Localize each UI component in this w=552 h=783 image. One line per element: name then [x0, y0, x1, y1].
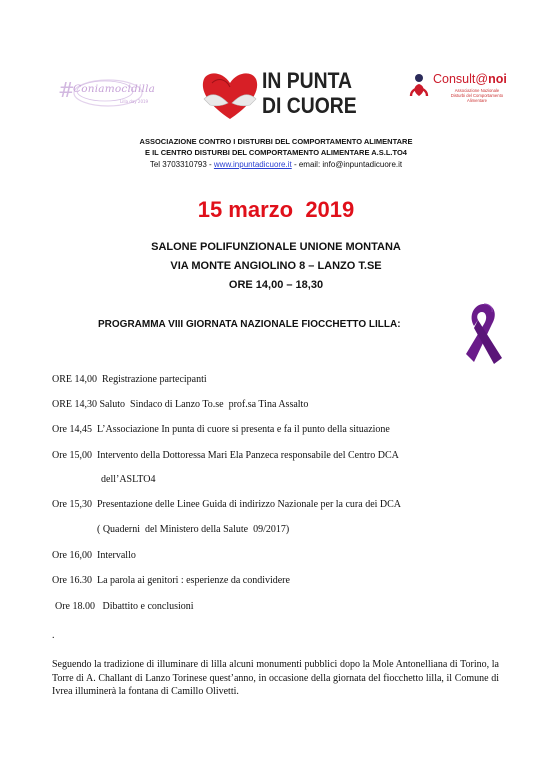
- consult-noi-subtitle: [442, 88, 512, 103]
- consult-sub-line2: Disturbi del Comportamento Alimentare: [450, 93, 504, 103]
- consult-noi-person-icon: [407, 72, 431, 98]
- logo-title-line1: IN PUNTA: [262, 68, 352, 93]
- program-item: Ore 15,00 Intervento della Dottoressa Mari Ela Panzeca responsabile del Centro DCA: [52, 450, 399, 461]
- program-item: Ore 16.30 La parola ai genitori : esperienze da condividere: [52, 575, 290, 586]
- consult-name-a: Consult@: [433, 72, 489, 86]
- logo-left-word: Coniamocidilla: [73, 83, 156, 95]
- program-item: ORE 14,30 Saluto Sindaco di Lanzo To.se prof.sa Tina Assalto: [52, 399, 309, 410]
- stray-dot: .: [52, 630, 55, 641]
- association-line-1: ASSOCIAZIONE CONTRO I DISTURBI DEL COMPORTAMENTO ALIMENTARE: [139, 137, 413, 146]
- lilac-ribbon-icon: [462, 300, 504, 366]
- association-line-2: E IL CENTRO DISTURBI DEL COMPORTAMENTO ALIMENTARE A.S.L.TO4: [145, 148, 407, 157]
- contact-tel: Tel 3703310793 -: [149, 160, 214, 169]
- program-item: Ore 15,30 Presentazione delle Linee Guida di indirizzo Nazionale per la cura dei DCA: [52, 499, 402, 510]
- program-item: Ore 14,45 L’Associazione In punta di cuore si presenta e fa il punto della situazione: [52, 424, 390, 435]
- heart-hands-icon: [198, 69, 262, 121]
- venue-line-2: VIA MONTE ANGIOLINO 8 – LANZO T.SE: [170, 260, 382, 272]
- program-title: PROGRAMMA VIII GIORNATA NAZIONALE FIOCCHETTO LILLA:: [98, 319, 401, 330]
- venue-line-3: ORE 14,00 – 18,30: [228, 279, 324, 291]
- venue-line-1: SALONE POLIFUNZIONALE UNIONE MONTANA: [151, 241, 401, 253]
- closing-paragraph: Seguendo la tradizione di illuminare di lilla alcuni monumenti pubblici dopo la Mole Antonelliana di Torino, la Torre di A. Challant di Lanzo Torinese quest’anno, in occasione della giornata del fiocchetto lilla, il Comune di Ivrea illuminerà la fontana di Camillo Olivetti.: [52, 659, 499, 698]
- program-item-continuation: dell’ASLTO4: [101, 474, 156, 485]
- contact-email: - email: info@inpuntadicuore.it: [291, 160, 403, 169]
- consult-noi-name: [433, 72, 507, 86]
- program-item-continuation: ( Quaderni del Ministero della Salute 09/2017): [97, 524, 290, 535]
- event-date: 15 marzo 2019: [197, 197, 355, 222]
- program-item: ORE 14,00 Registrazione partecipanti: [52, 374, 207, 385]
- consult-name-b: noi: [488, 72, 507, 86]
- logo-title-line2: DI CUORE: [262, 93, 357, 118]
- website-link[interactable]: www.inpuntadicuore.it: [213, 160, 292, 169]
- consult-sub-line1: Associazione Nazionale: [454, 88, 500, 93]
- program-item: Ore 18.00 Dibattito e conclusioni: [55, 601, 194, 612]
- program-item: Ore 16,00 Intervallo: [52, 550, 136, 561]
- logo-left-hash: #: [58, 78, 75, 102]
- contacts-line: [0, 160, 552, 169]
- logo-left-small: Lilla day 2019: [120, 99, 149, 104]
